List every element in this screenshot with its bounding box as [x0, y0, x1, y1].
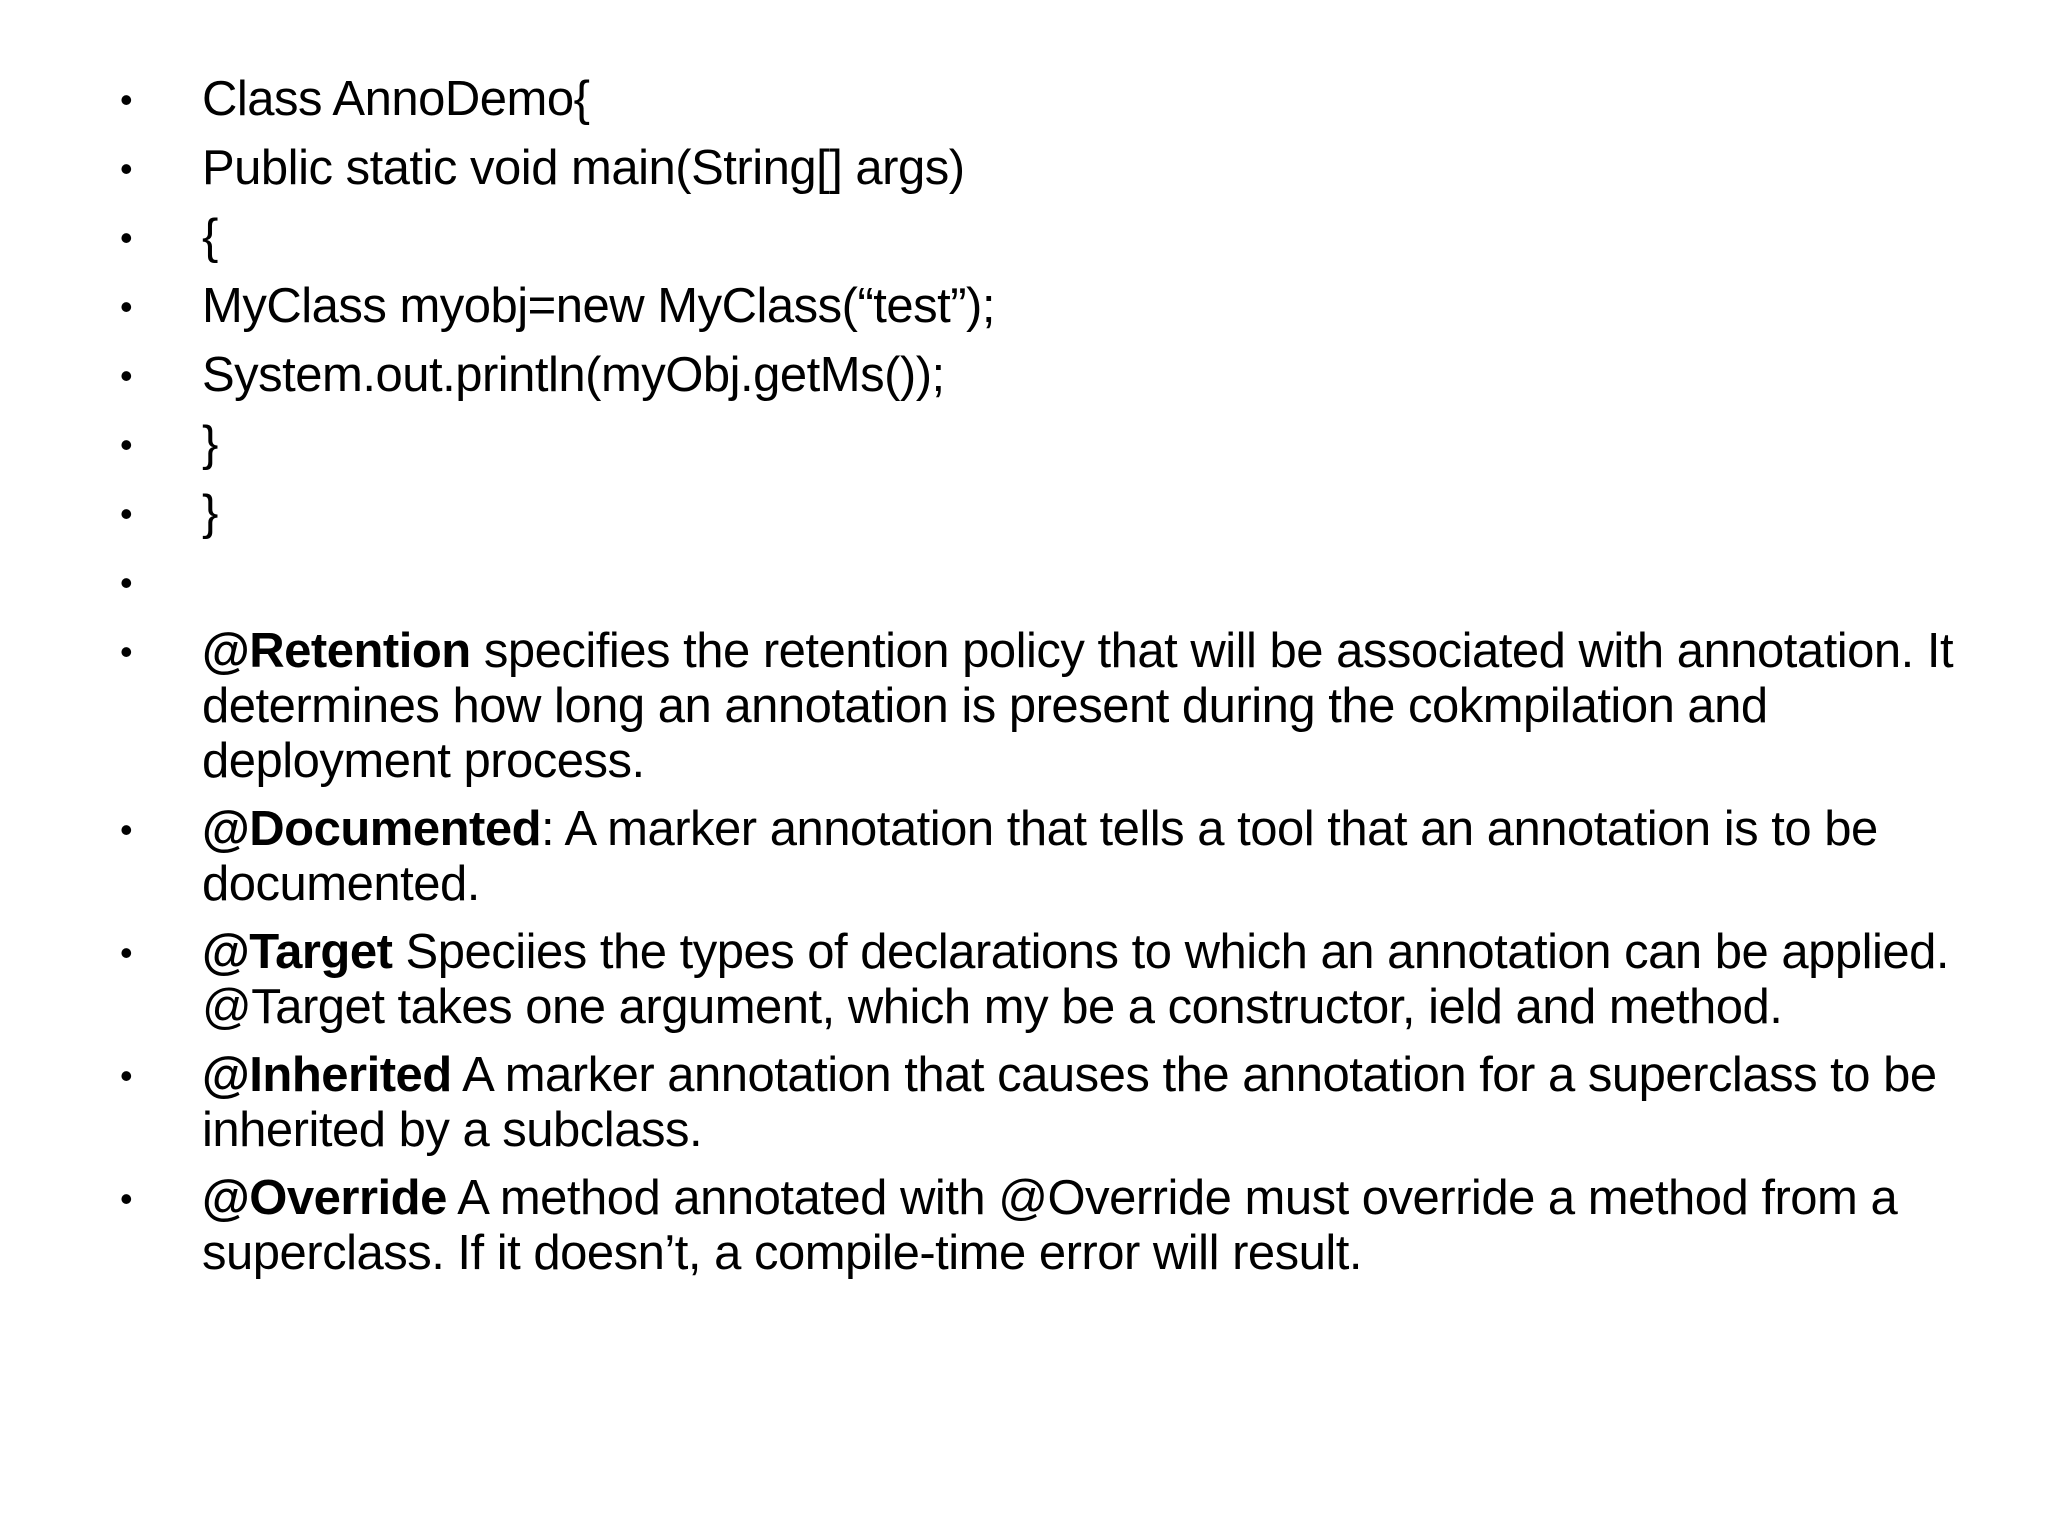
code-line-bullet [120, 348, 1960, 417]
annotation-text [202, 925, 1960, 1035]
annotation-description: : A marker annotation that tells a tool that an annotation is to be documented. [202, 802, 1878, 911]
code-line-bullet [120, 486, 1960, 555]
bullet-icon: • [120, 424, 133, 465]
annotation-text [202, 1171, 1960, 1281]
code-line-bullet [120, 141, 1960, 210]
bullet-list [120, 72, 1960, 1292]
code-line-bullet [120, 210, 1960, 279]
bullet-icon: • [120, 355, 133, 396]
bullet-icon: • [120, 1055, 133, 1096]
bullet-icon: • [120, 562, 133, 603]
annotation-description: Speciies the types of declarations to which an annotation can be applied. @Target takes one argument, which my be a constructor, ield and method. [202, 925, 1949, 1034]
annotation-description: specifies the retention policy that will be associated with annotation. It determines how long an annotation is present during the cokmpilation and deployment process. [202, 624, 1954, 788]
bullet-icon: • [120, 79, 133, 120]
bullet-icon: • [120, 932, 133, 973]
annotation-term: @Inherited [202, 1048, 452, 1102]
annotation-term: @Documented [202, 802, 542, 856]
annotation-bullet-inherited [120, 1048, 1960, 1158]
annotation-text [202, 1048, 1960, 1158]
annotation-text [202, 802, 1960, 912]
annotation-bullet-retention [120, 624, 1960, 789]
annotation-term: @Retention [202, 624, 471, 678]
bullet-icon: • [120, 217, 133, 258]
bullet-icon: • [120, 631, 133, 672]
annotation-text [202, 624, 1960, 789]
code-line-bullet [120, 417, 1960, 486]
code-line-text: { [202, 210, 218, 264]
code-line-text: Public static void main(String[] args) [202, 141, 965, 195]
code-line-text: } [202, 417, 218, 471]
annotation-description: A method annotated with @Override must override a method from a superclass. If it doesn’t, a compile-time error will result. [202, 1171, 1898, 1280]
code-line-bullet [120, 72, 1960, 141]
code-line-bullet [120, 279, 1960, 348]
annotation-bullet-documented [120, 802, 1960, 912]
bullet-icon: • [120, 1178, 133, 1219]
code-line-text: Class AnnoDemo{ [202, 72, 590, 126]
code-line-text: MyClass myobj=new MyClass(“test”); [202, 279, 995, 333]
annotation-term: @Target [202, 925, 393, 979]
bullet-icon: • [120, 148, 133, 189]
code-line-text: System.out.println(myObj.getMs()); [202, 348, 945, 402]
annotation-bullet-target [120, 925, 1960, 1035]
bullet-icon: • [120, 493, 133, 534]
annotation-bullet-override [120, 1171, 1960, 1281]
annotation-term: @Override [202, 1171, 447, 1225]
annotation-description: A marker annotation that causes the annotation for a superclass to be inherited by a subclass. [202, 1048, 1937, 1157]
bullet-icon: • [120, 286, 133, 327]
code-line-text: } [202, 486, 218, 540]
empty-bullet [120, 555, 1960, 624]
bullet-icon: • [120, 809, 133, 850]
